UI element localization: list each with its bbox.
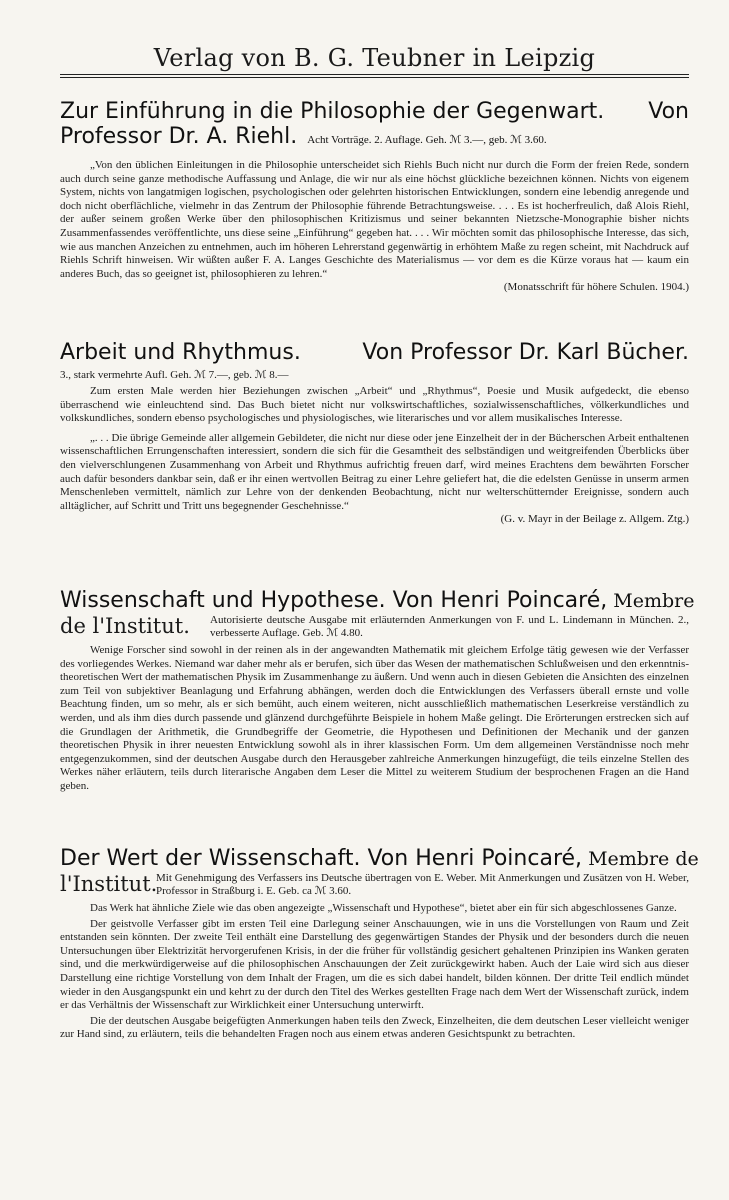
header-rule bbox=[60, 74, 689, 75]
author-affiliation-cont: l'Institut. bbox=[60, 872, 158, 896]
author-affiliation-cont: de l'Institut. bbox=[60, 614, 190, 638]
book-author: Professor Dr. A. Riehl. bbox=[60, 124, 298, 149]
book-entry-riehl bbox=[60, 100, 689, 293]
review-paragraph: „. . . Die übrige Gemeinde aller allgemein Gebildeter, die nicht nur diese oder jene Einzelheit der in der Bücherschen Arbeit enthaltenen wissenschaftlichen Errungenschaften interessiert, sondern die sich für die Gesamtheit des selbständigen und weitgreifenden Überblicks über den vielverschlungenen Zusammenhang von Arbeit und Rhythmus aufrichtig freuen darf, wird meines Erachtens dem bewährten Forscher auch dafür besonders dankbar sein, daß er ihr einen wertvollen Beitrag zu einer Lehre geliefert hat, die die edelsten Genüsse in unserm armen Menschenleben vermittelt, nämlich zur Lehre von der denkenden Beobachtung, nicht nur welterschütternder Ereignisse, sondern auch alltäglicher, auf Schritt und Tritt uns begegnender Geschehnisse.“ bbox=[60, 431, 689, 512]
book-title bbox=[60, 588, 695, 614]
title-continuation-row bbox=[60, 614, 689, 640]
book-title bbox=[60, 340, 689, 366]
review-paragraph: Das Werk hat ähnliche Ziele wie das oben angezeigte „Wissenschaft und Hypothese“, bietet aber ein für sich abgeschlossenes Ganze. bbox=[90, 902, 677, 914]
review-source: (G. v. Mayr in der Beilage z. Allgem. Ztg.) bbox=[500, 513, 689, 526]
header-rule-double bbox=[60, 77, 689, 78]
book-title-text: Zur Einführung in die Philosophie der Gegenwart. bbox=[60, 99, 605, 124]
book-entry-buecher bbox=[60, 340, 689, 525]
publisher-header: Verlag von B. G. Teubner in Leipzig bbox=[153, 44, 596, 72]
publication-info: Autorisierte deutsche Ausgabe mit erläuternden Anmerkungen von F. und L. Lindemann in München. 2., verbesserte Auflage. Geb. ℳ 4.80. bbox=[210, 614, 689, 639]
book-title-text: Wissenschaft und Hypothese. Von Henri Poincaré, bbox=[60, 588, 608, 613]
review-paragraph: Die der deutschen Ausgabe beigefügten Anmerkungen haben teils den Zweck, Einzelheiten, die dem deutschen Leser vielleicht weniger zur Hand sind, zu erläutern, teils die behandelten Fragen noch aus einem etwas anderen Gesichtspunkt zu betrachten. bbox=[60, 1014, 689, 1041]
book-title-text: Der Wert der Wissenschaft. Von Henri Poincaré, bbox=[60, 846, 583, 871]
book-title bbox=[60, 846, 699, 872]
book-author: Von Professor Dr. Karl Bücher. bbox=[362, 340, 689, 365]
review-text bbox=[60, 902, 689, 1042]
book-title-von: Von bbox=[648, 99, 689, 124]
author-affiliation: Membre bbox=[607, 590, 695, 612]
book-entry-wissenschaft-hypothese bbox=[60, 588, 695, 794]
title-continuation-row bbox=[60, 872, 689, 898]
publication-info: 3., stark vermehrte Aufl. Geh. ℳ 7.—, geb. ℳ 8.— bbox=[60, 369, 289, 381]
publication-info: Mit Genehmigung des Verfassers ins Deutsche übertragen von E. Weber. Mit Anmerkungen und Zusätzen von H. Weber, Professor in Straßburg i. E. Geb. ca ℳ 3.60. bbox=[156, 872, 689, 897]
review-paragraph: „Von den üblichen Einleitungen in die Philosophie unterscheidet sich Riehls Buch nicht nur durch die Form der freien Rede, sondern auch durch seine ganze methodische Auffassung und Anlage, die wir nur als eine höchst glückliche bezeichnen können. Nichts von eigenem System, nichts von langatmigen logischen, psychologischen oder gelehrten historischen Entwicklungen, sondern eine lebendig anregende und doch nicht oberflächliche, vielmehr in das Zentrum der Philosophie führende Betrachtungsweise. . . . Es ist hocherfreulich, daß Alois Riehl, der außer seinem großen Werke über den philosophischen Kritizismus und seiner bekannten Nietzsche-Monographie bisher nichts Zusammenfassendes veröffentlichte, uns diese seine „Einführung“ gegeben hat. . . . Wir möchten somit das philosophische Interesse, das sich, wie aus manchen Anzeichen zu entnehmen, auch im höheren Lehrerstand gegenwärtig in erhöhtem Maße zu regen scheint, mit Nachdruck auf Riehls Schrift hinweisen. Wir wüßten außer F. A. Langes Geschichte des Materialismus — vor dem es die Kürze voraus hat — kaum ein anderes Buch, das so geeignet ist, philosophieren zu lehren.“ bbox=[60, 159, 689, 280]
book-author-line bbox=[60, 124, 689, 153]
review-text bbox=[60, 159, 689, 281]
book-title bbox=[60, 100, 689, 124]
book-entry-wert-wissenschaft bbox=[60, 846, 699, 1042]
review-source: (Monatsschrift für höhere Schulen. 1904.) bbox=[503, 281, 689, 294]
book-title-text: Arbeit und Rhythmus. bbox=[60, 340, 301, 365]
review-text bbox=[60, 385, 689, 513]
review-paragraph: Wenige Forscher sind sowohl in der reinen als in der angewandten Mathematik mit gleichem Erfolge tätig gewesen wie der Verfasser des vorliegendes Werkes. Niemand war daher mehr als er berufen, sich über das Wesen der mathematischen Schlußweisen und den erkenntnis-theoretischen Wert der mathematischen Physik im Zusammenhange zu äußern. Und wenn auch in diesen Gebieten die Ansichten des einzelnen zum Teil von subjektiver Beanlagung und Erfahrung abhängen, werden doch die Entwicklungen des Verfassers überall ernste und volle Beachtung finden, um so mehr, als er sich bemüht, auch einem weiteren, nicht ausschließlich mathematischen Leserkreise verständlich zu werden, und als ihm dies durch passende und glänzend durchgeführte Beispiele in hohem Maße gelingt. Die Erörterungen erstrecken sich auf die Grundlagen der Arithmetik, die Grundbegriffe der Geometrie, die Hypothesen und Definitionen der Mechanik und der ganzen theoretischen Physik in ihrer neuesten Entwicklung sowohl als in ihrer klassischen Form. Um dem allgemeinen Verständnisse noch mehr entgegenzukommen, sind der deutschen Ausgabe durch den Herausgeber zahlreiche Anmerkungen hinzugefügt, die teils einzelne Stellen des Werkes näher erläutern, teils durch literarische Angaben dem Leser die Mittel zu weiterem Studium der besprochenen Fragen an die Hand geben. bbox=[60, 644, 689, 792]
publication-info: Acht Vorträge. 2. Auflage. Geh. ℳ 3.—, geb. ℳ 3.60. bbox=[307, 134, 547, 146]
author-affiliation: Membre de bbox=[582, 848, 699, 870]
review-text bbox=[60, 644, 689, 794]
review-paragraph: Der geistvolle Verfasser gibt im ersten Teil eine Darlegung seiner Anschauungen, wie in uns die Vorstellungen von Raum und Zeit entstanden sein könnten. Der zweite Teil enthält eine Darstellung des gegenwärtigen Standes der Physik und der besonders durch die neuen Untersuchungen über Elektrizität hervorgerufenen Krisis, in der die früher für vollständig gesichert gehaltenen Prinzipien ins Wanken geraten sind, und die merkwürdigerweise auf die philosophischen Anschauungen der Zeit zurückgewirkt haben. Auch der Laie wird sich aus dieser Darstellung eine richtige Vorstellung von dem Inhalt der Fragen, um die es sich dabei handelt, bilden können. Der dritte Teil endlich mündet wieder in den Ausgangspunkt ein und kehrt zu der durch den Titel des Werkes gestellten Frage nach dem Wert der Wissenschaft zurück, indem er das Verhältnis der Wissenschaft zur Wirklichkeit einer Untersuchung unterwirft. bbox=[60, 917, 689, 1012]
review-paragraph: Zum ersten Male werden hier Beziehungen zwischen „Arbeit“ und „Rhythmus“, Poesie und Musik aufgedeckt, die ebenso überraschend wie einleuchtend sind. Das Buch bietet nicht nur volkswirtschaftliches, sozialwissenschaftliches, völkerkundliches und volkskundliches, sondern ebenso psychologisches und physiologisches, wie literarisches und vor allem musikalisches Interesse. bbox=[60, 385, 689, 425]
